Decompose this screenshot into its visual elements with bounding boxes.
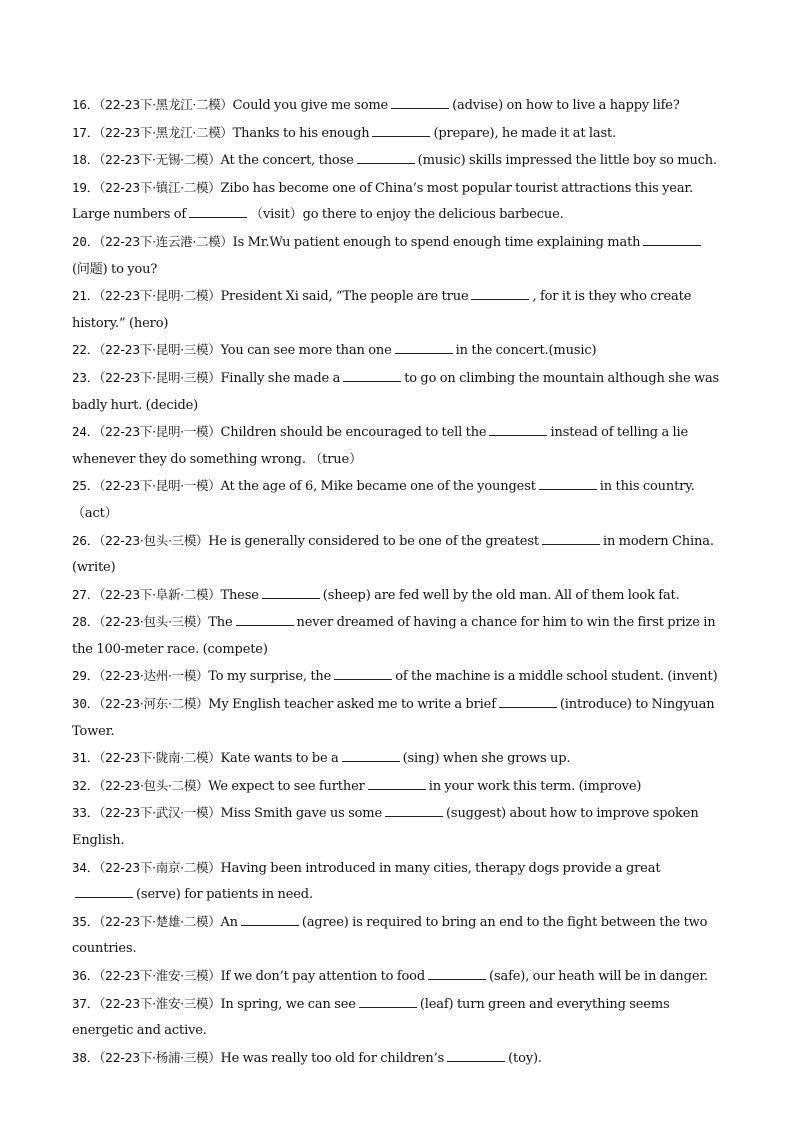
answer-blank[interactable] [334, 668, 392, 680]
question-text-before-blank: At the concert, those [220, 153, 354, 169]
question-source: （22-23·达州·一模） [99, 668, 209, 684]
question-source: （22-23下·连云港·二模） [99, 233, 233, 249]
question-source: （22-23·包头·二模） [99, 777, 209, 793]
question-number: 34． [72, 859, 100, 875]
question-item [72, 92, 720, 120]
question-text-after-blank: of the machine is a middle school student. (invent) [395, 669, 718, 685]
question-text-before-blank: He is generally considered to be one of the greatest [208, 533, 539, 549]
question-number: 20． [72, 233, 100, 249]
question-item [72, 663, 720, 691]
question-item [72, 691, 720, 745]
question-text-after-blank: in this country.（act） [72, 479, 695, 521]
question-item [72, 120, 720, 148]
question-text-before-blank: At the age of 6, Mike became one of the youngest [220, 479, 536, 495]
answer-blank[interactable] [428, 968, 486, 980]
question-text-after-blank: instead of telling a lie whenever they do something wrong. （true） [72, 425, 689, 467]
question-text-before-blank: If we don’t pay attention to food [220, 969, 426, 984]
question-text-after-blank: (advise) on how to live a happy life? [452, 98, 680, 113]
answer-blank[interactable] [359, 996, 417, 1008]
question-item [72, 1045, 720, 1073]
answer-blank[interactable] [499, 696, 557, 708]
question-number: 16． [72, 97, 100, 112]
question-source: （22-23下·昆明·一模） [99, 424, 221, 440]
question-number: 28． [72, 614, 100, 630]
answer-blank[interactable] [75, 886, 133, 898]
question-item [72, 963, 720, 991]
question-item [72, 419, 720, 473]
question-text-after-blank: to go on climbing the mountain although she was badly hurt. (decide) [72, 370, 720, 413]
question-source: （22-23下·武汉·一模） [99, 805, 221, 821]
answer-blank[interactable] [539, 478, 597, 490]
question-text-after-blank: (sing) when she grows up. [402, 751, 571, 767]
answer-blank[interactable] [489, 424, 547, 436]
question-source: （22-23·包头·三模） [99, 614, 209, 630]
question-item [72, 855, 720, 909]
answer-blank[interactable] [391, 97, 449, 109]
question-text-after-blank: (sheep) are fed well by the old man. All of them look fat. [322, 587, 680, 603]
question-source: （22-23下·阜新·二模） [99, 586, 221, 602]
question-number: 25． [72, 478, 100, 494]
question-item [72, 473, 720, 527]
answer-blank[interactable] [189, 206, 247, 218]
question-text-before-blank: Could you give me some [232, 98, 389, 113]
question-item [72, 528, 720, 582]
question-text-after-blank: , for it is they who create history.” (hero) [72, 289, 692, 331]
answer-blank[interactable] [385, 805, 443, 817]
answer-blank[interactable] [236, 614, 294, 626]
question-text-after-blank: (agree) is required to bring an end to the fight between the two countries. [72, 914, 708, 957]
question-item [72, 147, 720, 175]
question-source: （22-23下·黑龙江·二模） [99, 97, 233, 112]
question-source: （22-23下·陇南·二模） [99, 750, 221, 766]
answer-blank[interactable] [241, 914, 299, 926]
question-text-before-blank: He was really too old for children’s [220, 1050, 445, 1066]
question-number: 23． [72, 369, 100, 385]
answer-blank[interactable] [262, 587, 320, 599]
question-item [72, 365, 720, 419]
answer-blank[interactable] [471, 288, 529, 300]
question-number: 36． [72, 968, 100, 983]
question-number: 17． [72, 124, 100, 140]
answer-blank[interactable] [357, 152, 415, 164]
question-number: 32． [72, 777, 100, 793]
question-source: （22-23下·无锡·二模） [99, 152, 221, 168]
question-number: 29． [72, 668, 100, 684]
question-text-after-blank: (serve) for patients in need. [136, 887, 313, 903]
answer-blank[interactable] [343, 370, 401, 382]
question-text-before-blank: Finally she made a [220, 370, 341, 386]
question-text-after-blank: in modern China.(write) [72, 533, 714, 576]
question-text-after-blank: （visit）go there to enjoy the delicious barbecue. [250, 207, 564, 223]
question-item [72, 582, 720, 610]
question-source: （22-23·河东·二模） [99, 696, 209, 712]
question-text-after-blank: in the concert.(music) [455, 343, 597, 359]
question-number: 30． [72, 696, 100, 712]
answer-blank[interactable] [368, 778, 426, 790]
question-text-after-blank: (prepare), he made it at last. [433, 125, 617, 141]
question-number: 26． [72, 532, 100, 548]
question-number: 21． [72, 288, 100, 304]
question-source: （22-23下·昆明·二模） [99, 288, 221, 304]
question-source: （22-23下·南京·二模） [99, 859, 221, 875]
question-item [72, 773, 720, 801]
question-number: 33． [72, 805, 100, 821]
question-text-after-blank: in your work this term. (improve) [428, 778, 642, 794]
question-source: （22-23下·昆明·一模） [99, 478, 221, 494]
question-number: 27． [72, 586, 100, 602]
question-text-before-blank: Kate wants to be a [220, 751, 339, 767]
question-source: （22-23下·杨浦·三模） [99, 1049, 221, 1065]
answer-blank[interactable] [643, 234, 701, 246]
answer-blank[interactable] [372, 125, 430, 137]
question-item [72, 283, 720, 337]
question-text-after-blank: (toy). [508, 1050, 542, 1066]
question-text-after-blank: (safe), our heath will be in danger. [489, 969, 708, 984]
question-text-before-blank: In spring, we can see [220, 996, 356, 1012]
question-source: （22-23下·淮安·三模） [99, 995, 221, 1011]
question-number: 19． [72, 179, 100, 195]
question-text-after-blank: (introduce) to Ningyuan Tower. [72, 697, 715, 739]
question-text-before-blank: An [220, 914, 238, 930]
question-list [72, 92, 720, 1072]
question-number: 38． [72, 1049, 100, 1065]
question-source: （22-23下·楚雄·二模） [99, 913, 221, 929]
question-text-before-blank: These [220, 587, 259, 603]
question-number: 18． [72, 152, 100, 168]
question-text-after-blank: never dreamed of having a chance for him to win the first prize in the 100-meter race. (compete) [72, 615, 716, 657]
question-source: （22-23下·昆明·三模） [99, 342, 221, 358]
question-number: 22． [72, 342, 100, 358]
question-item [72, 229, 720, 283]
question-text-before-blank: Is Mr.Wu patient enough to spend enough time explaining math [232, 234, 641, 250]
question-text-before-blank: Zibo has become one of China’s most popular tourist attractions this year. Large numbers of [72, 180, 694, 223]
question-source: （22-23下·昆明·三模） [99, 369, 221, 385]
question-text-before-blank: You can see more than one [220, 343, 392, 359]
question-text-before-blank: Thanks to his enough [232, 125, 370, 141]
question-text-before-blank: We expect to see further [208, 778, 365, 794]
question-source: （22-23下·黑龙江·二模） [99, 124, 233, 140]
question-text-after-blank: (问题) to you? [72, 261, 158, 277]
question-item [72, 609, 720, 663]
question-item [72, 337, 720, 365]
answer-blank[interactable] [542, 533, 600, 545]
question-source: （22-23·包头·三模） [99, 532, 209, 548]
question-text-after-blank: (music) skills impressed the little boy so much. [417, 153, 717, 169]
question-text-before-blank: My English teacher asked me to write a brief [208, 697, 496, 713]
question-item [72, 909, 720, 963]
question-number: 37． [72, 995, 100, 1011]
question-text-before-blank: Children should be encouraged to tell the [220, 425, 487, 441]
question-number: 31． [72, 750, 100, 766]
question-text-after-blank: (leaf) turn green and everything seems energetic and active. [72, 996, 670, 1039]
question-source: （22-23下·镇江·二模） [99, 179, 221, 195]
question-text-after-blank: (suggest) about how to improve spoken English. [72, 806, 699, 849]
question-item [72, 175, 720, 229]
question-item [72, 800, 720, 854]
question-number: 35． [72, 913, 100, 929]
question-text-before-blank: To my surprise, the [208, 669, 332, 685]
answer-blank[interactable] [395, 342, 453, 354]
question-source: （22-23下·淮安·三模） [99, 968, 221, 983]
question-text-before-blank: Having been introduced in many cities, therapy dogs provide a great [220, 860, 661, 876]
answer-blank[interactable] [342, 750, 400, 762]
question-item [72, 745, 720, 773]
question-number: 24． [72, 424, 100, 440]
question-text-before-blank: President Xi said, “The people are true [220, 289, 469, 305]
question-item [72, 991, 720, 1045]
answer-blank[interactable] [447, 1050, 505, 1062]
question-text-before-blank: Miss Smith gave us some [220, 806, 382, 822]
question-text-before-blank: The [208, 615, 233, 631]
